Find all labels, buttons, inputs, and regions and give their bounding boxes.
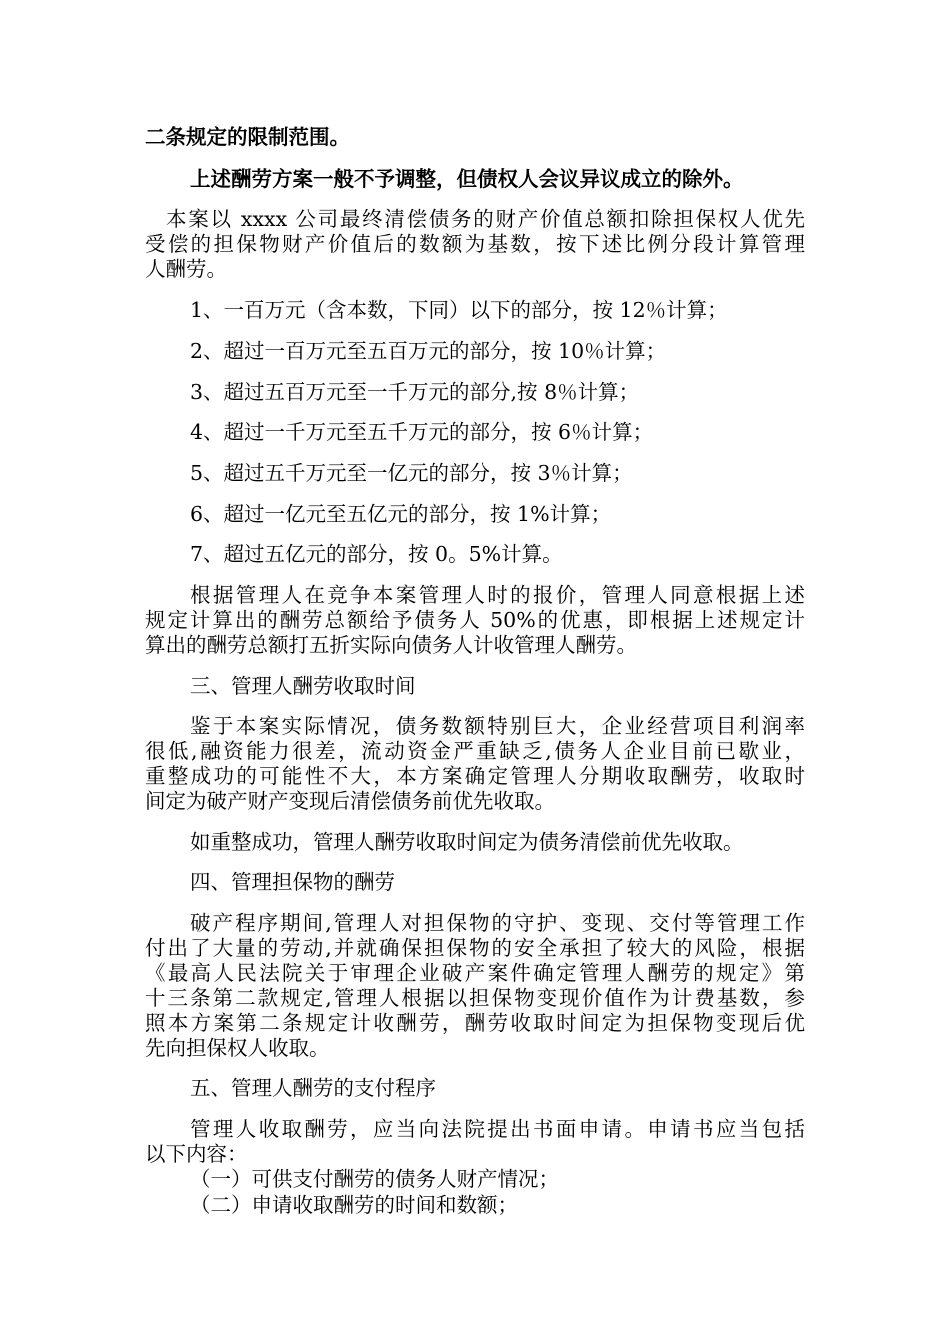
text-line: 如重整成功，管理人酬劳收取时间定为债务清偿前优先收取。 <box>190 830 744 854</box>
list-item: 7、超过五亿元的部分，按 0。5%计算。 <box>190 542 563 566</box>
list-item: （二）申请收取酬劳的时间和数额； <box>190 1193 518 1217</box>
text-line: 以下内容： <box>145 1142 248 1166</box>
text-line: 管理人收取酬劳，应当向法院提出书面申请。申请书应当包括 <box>190 1117 805 1141</box>
list-item: （一）可供支付酬劳的债务人财产情况； <box>190 1167 559 1191</box>
list-item: 1、一百万元（含本数，下同）以下的部分，按 12％计算； <box>190 298 728 322</box>
section-heading: 五、管理人酬劳的支付程序 <box>190 1076 436 1100</box>
section-heading: 三、管理人酬劳收取时间 <box>190 674 416 698</box>
list-item: 4、超过一千万元至五千万元的部分，按 6％计算； <box>190 420 654 444</box>
list-item: 2、超过一百万元至五百万元的部分，按 10％计算； <box>190 339 667 363</box>
text-line: 鉴于本案实际情况，债务数额特别巨大，企业经营项目利润率 <box>190 714 805 738</box>
text-line: 间定为破产财产变现后清偿债务前优先收取。 <box>145 789 555 813</box>
text-line: 十三条第二款规定,管理人根据以担保物变现价值作为计费基数，参 <box>145 986 805 1010</box>
text-line: 本案以 xxxx 公司最终清偿债务的财产价值总额扣除担保权人优先 <box>166 207 805 231</box>
text-line: 照本方案第二条规定计收酬劳，酬劳收取时间定为担保物变现后优 <box>145 1011 805 1035</box>
list-item: 3、超过五百万元至一千万元的部分,按 8％计算； <box>190 380 640 404</box>
text-line: 很低,融资能力很差，流动资金严重缺乏,债务人企业目前已歇业， <box>145 739 805 763</box>
text-line: 付出了大量的劳动,并就确保担保物的安全承担了较大的风险，根据 <box>145 936 805 960</box>
text-line: 《最高人民法院关于审理企业破产案件确定管理人酬劳的规定》第 <box>145 961 805 985</box>
text-line: 算出的酬劳总额打五折实际向债务人计收管理人酬劳。 <box>145 633 637 657</box>
text-line: 规定计算出的酬劳总额给予债务人 50%的优惠，即根据上述规定计 <box>145 608 805 632</box>
list-item: 6、超过一亿元至五亿元的部分，按 1%计算； <box>190 502 612 526</box>
text-line: 人酬劳。 <box>145 257 227 281</box>
text-line: 重整成功的可能性不大，本方案确定管理人分期收取酬劳，收取时 <box>145 764 805 788</box>
text-line: 受偿的担保物财产价值后的数额为基数，按下述比例分段计算管理 <box>145 232 805 256</box>
text-line: 先向担保权人收取。 <box>145 1036 330 1060</box>
text-line: 破产程序期间,管理人对担保物的守护、变现、交付等管理工作 <box>190 911 805 935</box>
section-heading: 四、管理担保物的酬劳 <box>190 870 395 894</box>
text-line: 二条规定的限制范围。 <box>145 125 350 149</box>
text-line: 上述酬劳方案一般不予调整，但债权人会议异议成立的除外。 <box>190 167 744 191</box>
text-line: 根据管理人在竞争本案管理人时的报价，管理人同意根据上述 <box>190 583 805 607</box>
list-item: 5、超过五千万元至一亿元的部分，按 3％计算； <box>190 461 633 485</box>
